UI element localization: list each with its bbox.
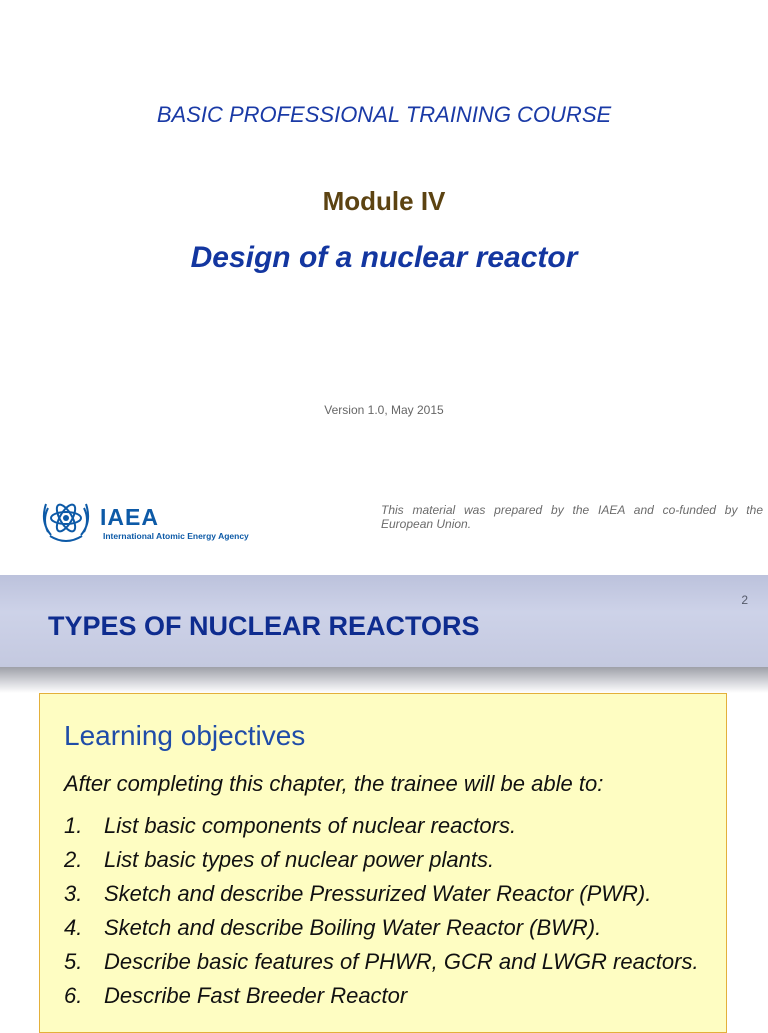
- atom-emblem-icon: [38, 492, 94, 546]
- logo-name: IAEA: [100, 504, 159, 530]
- version-label: Version 1.0, May 2015: [324, 403, 444, 417]
- slide-header: [0, 575, 768, 667]
- objective-item: [64, 982, 704, 1010]
- objective-text: Sketch and describe Pressurized Water Reactor (PWR).: [104, 881, 652, 906]
- objective-number: 5.: [64, 949, 83, 974]
- section-title: TYPES OF NUCLEAR REACTORS: [48, 611, 480, 641]
- objectives-heading: Learning objectives: [64, 720, 306, 751]
- funding-note: This material was prepared by the IAEA and co-funded by the European Union.: [381, 503, 763, 531]
- learning-objectives-box: [39, 693, 727, 1033]
- objectives-list: [64, 812, 704, 1016]
- objective-number: 4.: [64, 915, 83, 940]
- objective-text: Describe Fast Breeder Reactor: [104, 983, 408, 1008]
- objective-item: [64, 846, 704, 874]
- iaea-logo: [38, 492, 278, 546]
- module-label: Module IV: [322, 186, 446, 216]
- objective-text: Sketch and describe Boiling Water Reactor (BWR).: [104, 915, 602, 940]
- objective-item: [64, 948, 704, 976]
- objective-item: [64, 914, 704, 942]
- slide-title: Design of a nuclear reactor: [190, 241, 578, 274]
- objective-item: [64, 880, 704, 908]
- objective-number: 2.: [64, 847, 83, 872]
- logo-subtitle: International Atomic Energy Agency: [103, 531, 249, 541]
- objective-item: [64, 812, 704, 840]
- content-slide: [0, 575, 768, 1024]
- objective-number: 6.: [64, 983, 83, 1008]
- objective-text: List basic types of nuclear power plants.: [104, 847, 495, 872]
- objective-number: 3.: [64, 881, 83, 906]
- objective-text: List basic components of nuclear reactors.: [104, 813, 517, 838]
- objective-number: 1.: [64, 813, 83, 838]
- page-number: 2: [741, 593, 748, 607]
- objectives-intro: After completing this chapter, the trainee will be able to:: [64, 771, 604, 796]
- header-shadow: [0, 667, 768, 693]
- course-title: BASIC PROFESSIONAL TRAINING COURSE: [156, 102, 612, 127]
- objective-text: Describe basic features of PHWR, GCR and LWGR reactors.: [104, 949, 699, 974]
